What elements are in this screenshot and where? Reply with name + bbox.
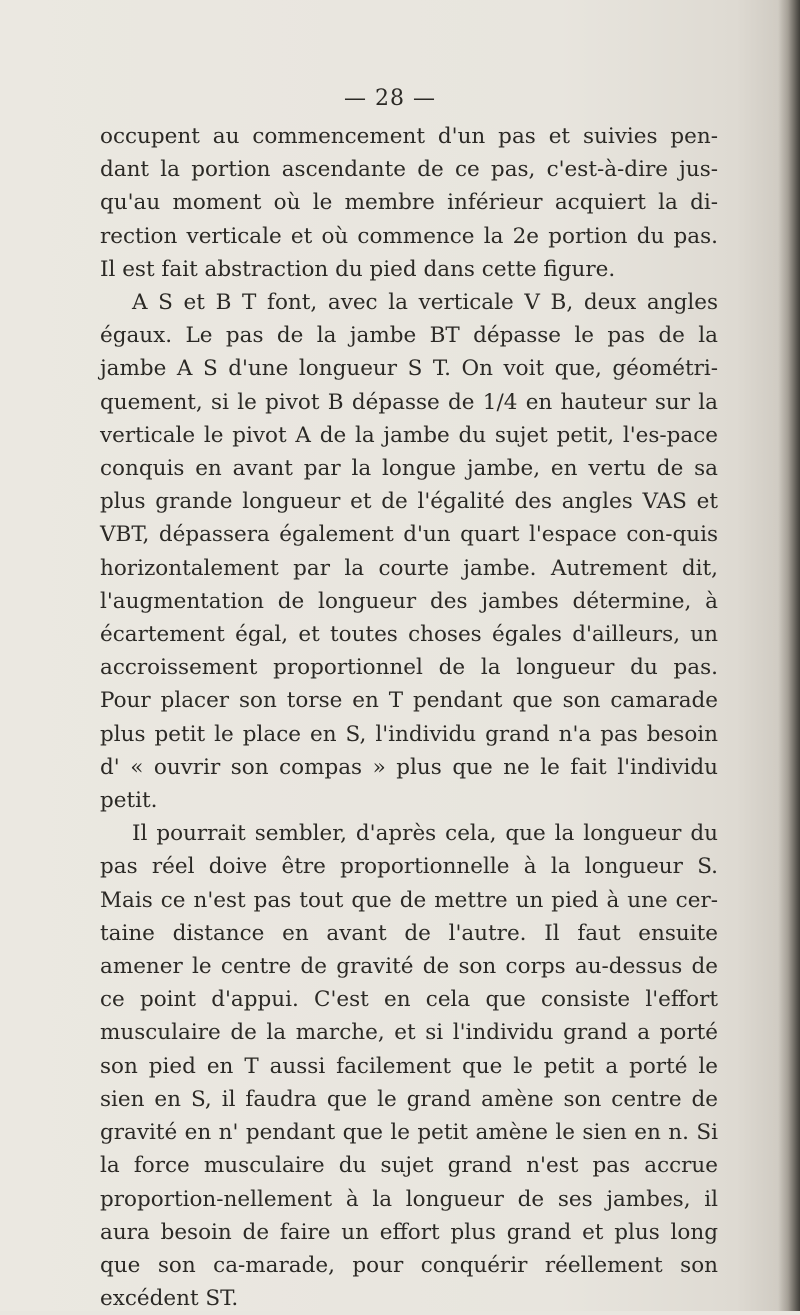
paragraph-3: Il pourrait sembler, d'après cela, que la longueur du pas réel doive être proportionnelle à la longueur S. Mais ce n'est pas tout que de mettre un pied à une cer-taine distance en avant de l'autre. Il faut ensuite amener le centre de gravité de son corps au-dessus de ce point d'appui. C'est en cela que consiste l'effort musculaire de la marche, et si l'individu grand a porté son pied en T aussi facilement que le petit a porté le sien en S, il faudra que le grand amène son centre de gravité en n' pendant que le petit amène le sien en n. Si la force musculaire du sujet grand n'est pas accrue proportion-nellement à la longueur de ses jambes, il aura besoin de faire un effort plus grand et plus long que son ca-marade, pour conquérir réellement son excédent ST.	[100, 821, 718, 1312]
paragraph-1: occupent au commencement d'un pas et suivies pen-dant la portion ascendante de ce pas, c'est-à-dire jus-qu'au moment où le membre inférieur acquiert la di-rection verticale et où commence la 2e portion du pas. Il est fait abstraction du pied dans cette figure.	[100, 124, 718, 282]
paragraph-2: A S et B T font, avec la verticale V B, deux angles égaux. Le pas de la jambe BT dépasse le pas de la jambe A S d'une longueur S T. On voit que, géométri-quement, si le pivot B dépasse de 1/4 en hauteur sur la verticale le pivot A de la jambe du sujet petit, l'es-pace conquis en avant par la longue jambe, en vertu de sa plus grande longueur et de l'égalité des angles VAS et VBT, dépassera également d'un quart l'espace con-quis horizontalement par la courte jambe. Autrement dit, l'augmentation de longueur des jambes détermine, à écartement égal, et toutes choses égales d'ailleurs, un accroissement proportionnel de la longueur du pas. Pour placer son torse en T pendant que son camarade plus petit le place en S, l'individu grand n'a pas besoin d' « ouvrir son compas » plus que ne le fait l'individu petit.	[100, 290, 718, 814]
body-text	[100, 120, 718, 1315]
page-number: — 28 —	[344, 86, 436, 111]
page-edge-shadow	[778, 0, 800, 1311]
